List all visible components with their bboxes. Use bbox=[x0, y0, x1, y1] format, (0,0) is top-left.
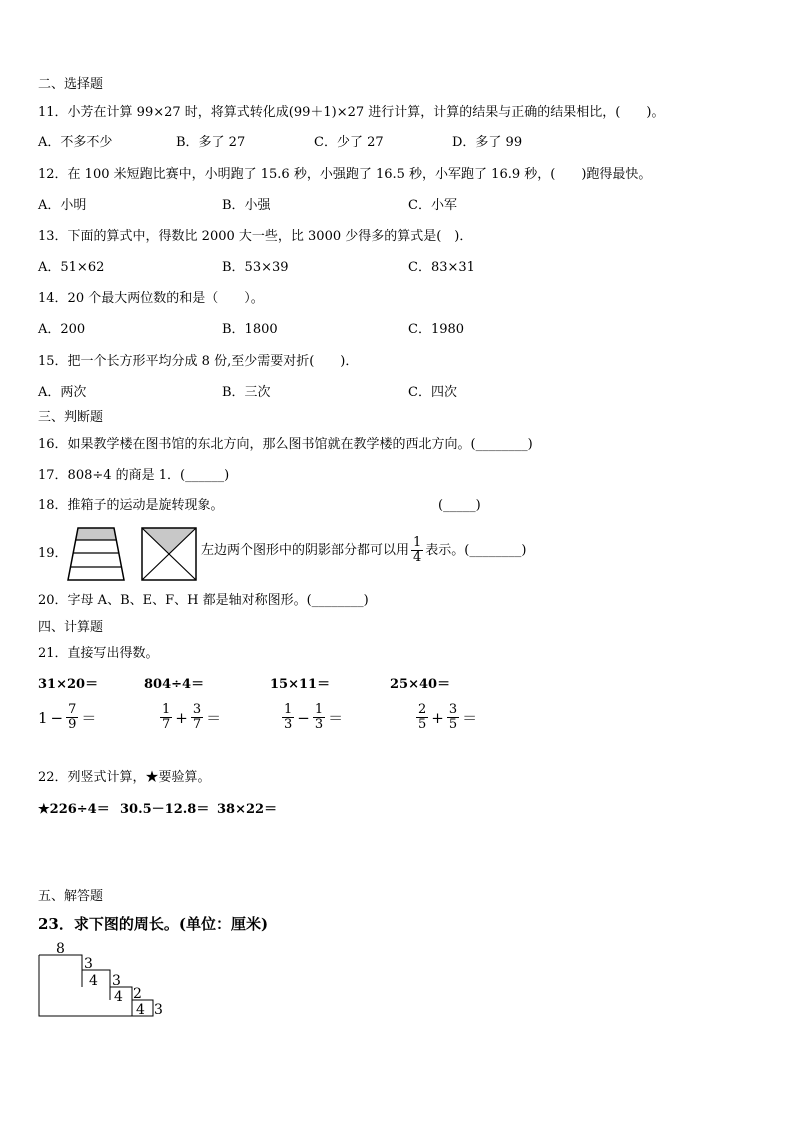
q15-option-c[interactable]: C．四次 bbox=[408, 385, 457, 400]
label-step2-height: 3 bbox=[112, 973, 121, 989]
q15-option-b[interactable]: B．三次 bbox=[222, 385, 271, 400]
q21-fraction-expr-1 bbox=[38, 703, 96, 732]
section-heading-calculation: 四、计算题 bbox=[38, 620, 104, 635]
e1-whole: 1 bbox=[38, 708, 48, 727]
label-top-8: 8 bbox=[56, 941, 65, 957]
q11-option-c[interactable]: C．少了 27 bbox=[314, 135, 384, 150]
e1-den: 9 bbox=[68, 717, 77, 732]
question-17: 17．808÷4 的商是 1．(______) bbox=[38, 468, 230, 483]
label-step3-width: 4 bbox=[136, 1002, 145, 1018]
question-19-number: 19． bbox=[38, 546, 68, 561]
q12-option-b[interactable]: B．小强 bbox=[222, 198, 271, 213]
q14-option-c[interactable]: C．1980 bbox=[408, 322, 465, 337]
q19-fraction-numerator: 1 bbox=[413, 535, 422, 550]
q21-fraction-expr-2 bbox=[160, 703, 221, 732]
q21-calc-1: 31×20＝ bbox=[38, 677, 99, 692]
trapezoid-figure bbox=[66, 527, 126, 581]
e4-num1: 2 bbox=[418, 702, 427, 717]
label-step3-height: 2 bbox=[133, 986, 142, 1002]
section-heading-choice: 二、选择题 bbox=[38, 77, 104, 92]
q19-fraction bbox=[411, 536, 423, 565]
e1-op: − bbox=[50, 708, 64, 727]
e3-num1: 1 bbox=[284, 702, 293, 717]
question-11: 11．小芳在计算 99×27 时，将算式转化成(99＋1)×27 进行计算，计算的结果与正确的结果相比，( )。 bbox=[38, 105, 665, 120]
e4-num2: 3 bbox=[448, 702, 458, 717]
q22-item-1: ★226÷4＝ bbox=[38, 802, 110, 817]
label-right-3: 3 bbox=[154, 1002, 163, 1018]
e2-eq: ＝ bbox=[206, 709, 222, 727]
e4-op: + bbox=[431, 708, 444, 727]
e4-den1: 5 bbox=[418, 717, 427, 732]
label-step1-height: 3 bbox=[84, 956, 93, 972]
e3-eq: ＝ bbox=[328, 709, 344, 727]
q19-pre-text: 左边两个图形中的阴影部分都可以用 bbox=[201, 542, 410, 558]
e2-den1: 7 bbox=[162, 717, 171, 732]
q14-option-b[interactable]: B．1800 bbox=[222, 322, 278, 337]
question-14: 14．20 个最大两位数的和是（ ）。 bbox=[38, 291, 264, 306]
e1-eq: ＝ bbox=[81, 709, 97, 727]
q21-calc-2: 804÷4＝ bbox=[144, 677, 205, 692]
q11-option-a[interactable]: A．不多不少 bbox=[38, 135, 113, 150]
e4-eq: ＝ bbox=[462, 709, 478, 727]
e2-num2: 3 bbox=[192, 702, 202, 717]
q15-option-a[interactable]: A．两次 bbox=[38, 385, 87, 400]
label-step1-width: 4 bbox=[89, 973, 98, 989]
question-12: 12．在 100 米短跑比赛中，小明跑了 15.6 秒，小强跑了 16.5 秒，小军跑了 16.9 秒，( )跑得最快。 bbox=[38, 167, 652, 182]
question-13: 13．下面的算式中，得数比 2000 大一些，比 3000 少得多的算式是( )． bbox=[38, 229, 473, 244]
question-20: 20．字母 A、B、E、F、H 都是轴对称图形。(________) bbox=[38, 593, 369, 608]
e3-op: − bbox=[297, 708, 310, 727]
square-diagonal-figure bbox=[141, 527, 197, 581]
q13-option-a[interactable]: A．51×62 bbox=[38, 260, 105, 275]
staircase-figure bbox=[36, 940, 176, 1022]
e2-op: + bbox=[175, 708, 188, 727]
question-21: 21．直接写出得数。 bbox=[38, 646, 159, 661]
q19-post-text: 表示。(________) bbox=[425, 542, 527, 558]
label-step2-width: 4 bbox=[114, 989, 123, 1005]
q11-option-b[interactable]: B．多了 27 bbox=[176, 135, 246, 150]
e2-den2: 7 bbox=[192, 717, 202, 732]
q22-item-2: 30.5－12.8＝ bbox=[120, 802, 210, 817]
question-23: 23．求下图的周长。(单位：厘米) bbox=[38, 915, 269, 933]
e2-num1: 1 bbox=[162, 702, 171, 717]
q22-item-3: 38×22＝ bbox=[217, 802, 278, 817]
q21-fraction-expr-3 bbox=[282, 703, 343, 732]
e1-num: 7 bbox=[68, 702, 77, 717]
section-heading-solving: 五、解答题 bbox=[38, 889, 104, 904]
q19-fraction-denominator: 4 bbox=[413, 550, 422, 565]
question-15: 15．把一个长方形平均分成 8 份,至少需要对折( )． bbox=[38, 354, 359, 369]
q13-option-c[interactable]: C．83×31 bbox=[408, 260, 475, 275]
e3-den2: 3 bbox=[314, 717, 324, 732]
q21-fraction-expr-4 bbox=[416, 703, 477, 732]
section-heading-judgement: 三、判断题 bbox=[38, 410, 104, 425]
e3-den1: 3 bbox=[284, 717, 293, 732]
q12-option-a[interactable]: A．小明 bbox=[38, 198, 87, 213]
q14-option-a[interactable]: A．200 bbox=[38, 322, 86, 337]
question-18: 18．推箱子的运动是旋转现象。 bbox=[38, 498, 224, 513]
q21-calc-3: 15×11＝ bbox=[270, 677, 331, 692]
q12-option-c[interactable]: C．小军 bbox=[408, 198, 457, 213]
q18-answer-blank[interactable]: (_____) bbox=[438, 498, 481, 513]
e3-num2: 1 bbox=[314, 702, 324, 717]
q21-calc-4: 25×40＝ bbox=[390, 677, 451, 692]
question-22: 22．列竖式计算，★要验算。 bbox=[38, 770, 211, 785]
q11-option-d[interactable]: D．多了 99 bbox=[452, 135, 523, 150]
question-16: 16．如果教学楼在图书馆的东北方向，那么图书馆就在教学楼的西北方向。(________) bbox=[38, 437, 533, 452]
q13-option-b[interactable]: B．53×39 bbox=[222, 260, 289, 275]
e4-den2: 5 bbox=[448, 717, 458, 732]
question-19-text bbox=[201, 536, 526, 565]
